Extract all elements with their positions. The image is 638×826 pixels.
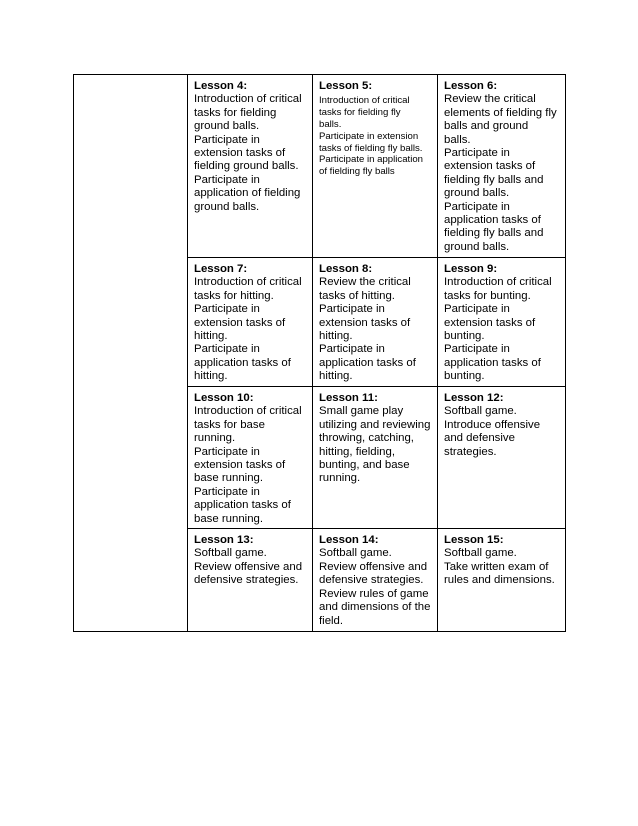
lesson-description-line: Participate in: [444, 343, 510, 356]
lesson-description-line: throwing, catching,: [319, 432, 414, 445]
lesson-description-line: Introduce offensive: [444, 418, 541, 431]
lesson-description-line: Participate in: [194, 343, 260, 356]
lesson-description-line: tasks for fielding fly: [319, 107, 401, 119]
lesson-description-line: defensive strategies.: [194, 574, 299, 587]
lesson-description-line: tasks of fielding fly balls.: [319, 142, 423, 154]
lesson-description-line: tasks for base: [194, 418, 265, 431]
lesson-description-line: Participate in: [194, 133, 260, 146]
lesson-description-line: Participate in extension: [319, 130, 419, 142]
lesson-description-line: ground balls.: [194, 200, 260, 213]
lesson-description-line: application tasks of: [319, 356, 416, 369]
lesson-description-line: application tasks of: [444, 214, 541, 227]
lesson-description-line: application tasks of: [194, 499, 291, 512]
table-row: [74, 75, 566, 258]
lesson-description-line: Small game play: [319, 405, 404, 418]
lesson-description-line: tasks for hitting.: [194, 289, 274, 302]
lesson-description-line: fielding fly balls and: [444, 173, 544, 186]
lesson-description-line: extension tasks of: [319, 316, 411, 329]
lesson-description-line: Participate in: [319, 343, 385, 356]
lesson-description-line: tasks for fielding: [194, 106, 277, 119]
lesson-description-line: hitting.: [194, 330, 228, 343]
lesson-cell: [313, 387, 438, 529]
empty-left-column-cell: [74, 75, 188, 632]
lesson-description-line: Review the critical: [444, 93, 536, 106]
lesson-description-line: and dimensions of the: [319, 601, 431, 614]
lesson-cell: [188, 529, 313, 632]
lesson-description-line: bunting.: [444, 330, 485, 343]
lesson-description-line: Review offensive and: [319, 560, 428, 573]
lesson-description-line: Participate in application: [319, 154, 423, 166]
lesson-description-line: rules and dimensions.: [444, 574, 555, 587]
lesson-description-line: ground balls.: [444, 187, 510, 200]
lesson-description-line: Introduction of critical: [319, 95, 410, 107]
lesson-title: Lesson 15:: [444, 534, 504, 547]
lesson-description-line: extension tasks of: [194, 316, 286, 329]
lesson-description-line: extension tasks of: [444, 160, 536, 173]
lesson-description-line: ground balls.: [194, 120, 260, 133]
lesson-cell: [438, 75, 566, 258]
lesson-title: Lesson 13:: [194, 534, 254, 547]
lesson-description-line: application of fielding: [194, 187, 301, 200]
lesson-description-line: of fielding fly balls: [319, 166, 395, 178]
lesson-description-line: Introduction of critical: [194, 276, 302, 289]
lesson-description-line: Participate in: [194, 445, 260, 458]
lesson-cell: [188, 387, 313, 529]
lesson-cell: [438, 529, 566, 632]
lesson-description-line: elements of fielding fly: [444, 106, 557, 119]
lesson-title: Lesson 9:: [444, 263, 498, 275]
lesson-description-line: defensive strategies.: [319, 574, 424, 587]
lesson-description-line: balls.: [444, 133, 471, 146]
lesson-description-line: balls and ground: [444, 120, 529, 133]
lesson-description-line: hitting, fielding,: [319, 445, 395, 458]
lesson-description-line: balls.: [319, 119, 342, 130]
lesson-cell: [438, 258, 566, 387]
lesson-description-line: Introduction of critical: [194, 405, 302, 418]
lesson-cell: [313, 75, 438, 258]
lesson-description-line: Participate in: [444, 147, 510, 160]
lesson-description-line: Participate in: [194, 485, 260, 498]
lesson-title: Lesson 10:: [194, 392, 254, 404]
lesson-title: Lesson 7:: [194, 263, 248, 275]
lesson-cell: [188, 75, 313, 258]
lesson-description-line: Review rules of game: [319, 587, 429, 600]
lesson-description-line: strategies.: [444, 445, 497, 458]
lesson-description-line: Participate in: [319, 303, 385, 316]
lesson-title: Lesson 11:: [319, 392, 378, 404]
lesson-cell: [313, 258, 438, 387]
lesson-description-line: Participate in: [444, 200, 510, 213]
lesson-description-line: Review offensive and: [194, 560, 303, 573]
lesson-description-line: and defensive: [444, 432, 515, 445]
lesson-description-line: Introduction of critical: [194, 93, 302, 106]
lesson-description-line: extension tasks of: [194, 147, 286, 160]
lesson-cell: [188, 258, 313, 387]
lesson-title: Lesson 5:: [319, 80, 373, 92]
lesson-description-line: extension tasks of: [444, 316, 536, 329]
lesson-description-line: Softball game.: [444, 405, 517, 418]
lesson-title: Lesson 14:: [319, 534, 379, 547]
lesson-description-line: bunting, and base: [319, 459, 410, 472]
lesson-description-line: running.: [319, 472, 361, 485]
lesson-description-line: utilizing and reviewing: [319, 418, 431, 431]
lesson-description-line: bunting.: [444, 370, 485, 383]
lesson-description-line: Softball game.: [319, 547, 392, 560]
lesson-description-line: application tasks of: [194, 356, 291, 369]
lesson-description-line: application tasks of: [444, 356, 541, 369]
lesson-description-line: base running.: [194, 512, 264, 525]
lesson-cell: [438, 387, 566, 529]
lesson-description-line: Participate in: [194, 303, 260, 316]
lesson-description-line: hitting.: [319, 370, 353, 383]
lesson-description-line: Softball game.: [194, 547, 267, 560]
lesson-title: Lesson 8:: [319, 263, 373, 275]
lesson-description-line: extension tasks of: [194, 459, 286, 472]
lesson-title: Lesson 6:: [444, 80, 498, 92]
lesson-description-line: Review the critical: [319, 276, 411, 289]
lesson-description-line: base running.: [194, 472, 264, 485]
lesson-description-line: running.: [194, 432, 236, 445]
lesson-description-line: Introduction of critical: [444, 276, 552, 289]
lesson-description-line: hitting.: [319, 330, 353, 343]
lesson-title: Lesson 12:: [444, 392, 504, 404]
lesson-description-line: fielding fly balls and: [444, 227, 544, 240]
lesson-description-line: fielding ground balls.: [194, 160, 299, 173]
lesson-description-line: hitting.: [194, 370, 228, 383]
lesson-description-line: Participate in: [444, 303, 510, 316]
lesson-title: Lesson 4:: [194, 80, 248, 92]
lesson-description-line: tasks for bunting.: [444, 289, 531, 302]
lesson-description-line: Participate in: [194, 173, 260, 186]
lesson-description-line: Take written exam of: [444, 560, 549, 573]
lesson-description-line: Softball game.: [444, 547, 517, 560]
lesson-cell: [313, 529, 438, 632]
lesson-plan-table: [73, 74, 566, 632]
lesson-description-line: ground balls.: [444, 240, 510, 253]
lesson-description-line: tasks of hitting.: [319, 289, 395, 302]
lesson-description-line: field.: [319, 614, 344, 627]
